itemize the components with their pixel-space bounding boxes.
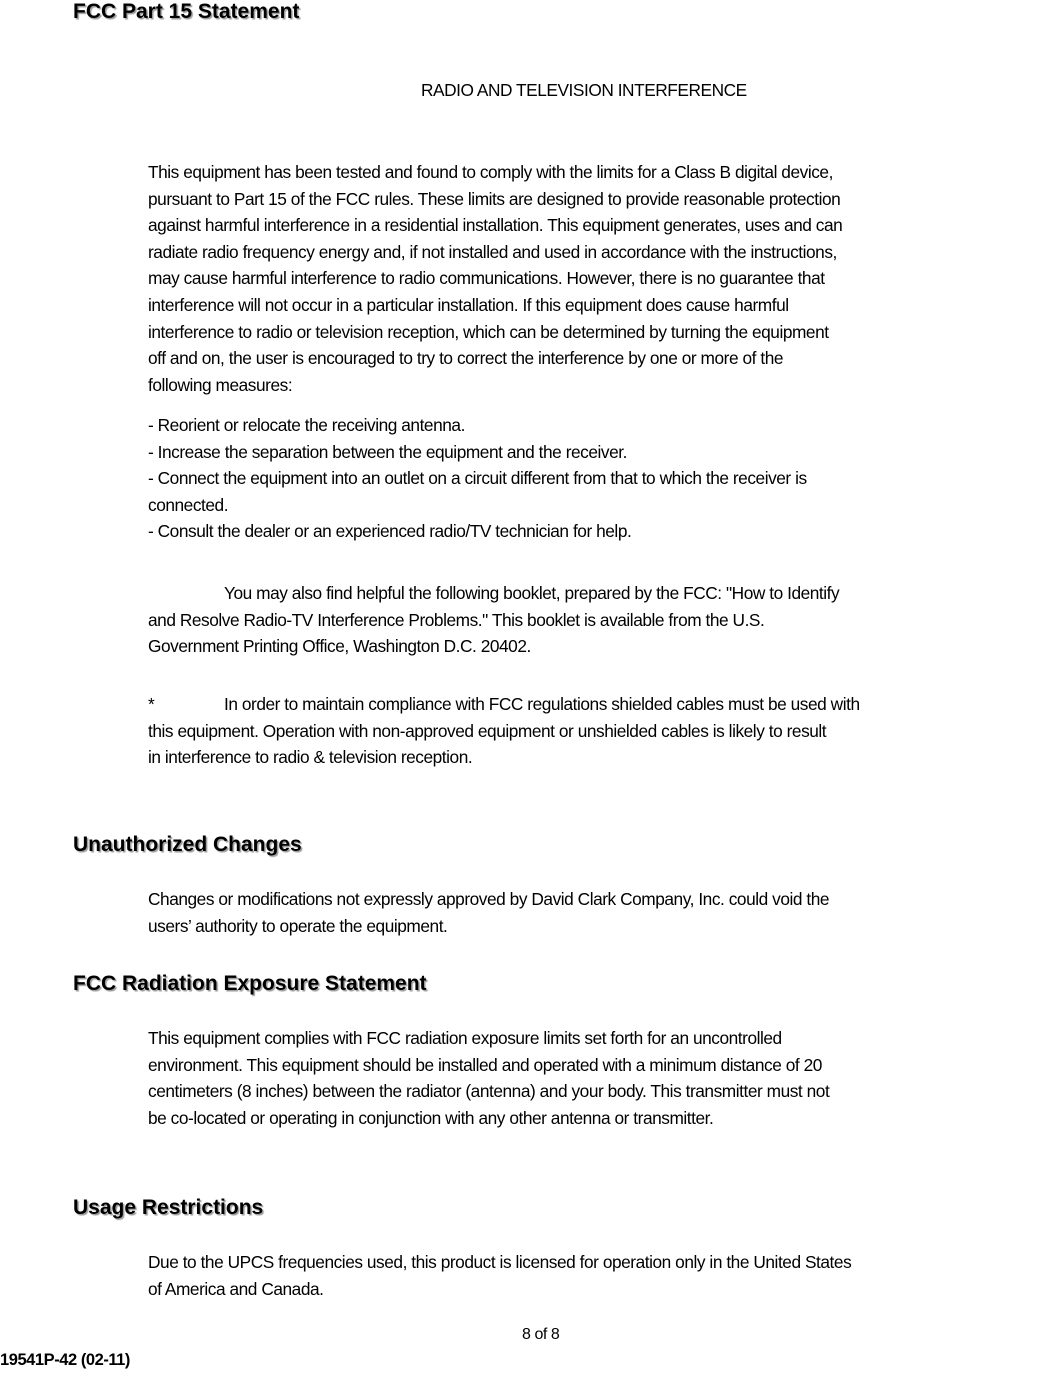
text-line: environment. This equipment should be installed and operated with a minimum distance of 20 (148, 1054, 822, 1075)
text-line: - Reorient or relocate the receiving antenna. (148, 415, 465, 435)
heading-fcc-part-15: FCC Part 15 Statement (73, 0, 300, 23)
subtitle-radio-tv-interference: RADIO AND TELEVISION INTERFERENCE (421, 80, 747, 100)
paragraph-radiation (148, 1025, 829, 1131)
text-line: be co-located or operating in conjunction with any other antenna or transmitter. (148, 1107, 714, 1128)
text-line: connected. (148, 494, 229, 515)
text-line: You may also find helpful the following booklet, prepared by the FCC: "How to Identify (224, 583, 840, 603)
paragraph-usage (148, 1249, 851, 1302)
text-line: against harmful interference in a residential installation. This equipment generates, uses and can (148, 215, 843, 236)
text-line: may cause harmful interference to radio communications. However, there is no guarantee that (148, 268, 825, 289)
text-line: - Connect the equipment into an outlet on a circuit different from that to which the receiver is (148, 468, 807, 489)
page-number: 8 of 8 (522, 1326, 560, 1343)
text-line: off and on, the user is encouraged to try to correct the interference by one or more of the (148, 348, 784, 369)
heading-radiation-exposure: FCC Radiation Exposure Statement (73, 972, 427, 995)
text-line: Due to the UPCS frequencies used, this product is licensed for operation only in the United States (148, 1252, 852, 1272)
text-line: This equipment complies with FCC radiation exposure limits set forth for an uncontrolled (148, 1028, 782, 1048)
text-line: centimeters (8 inches) between the radiator (antenna) and your body. This transmitter must not (148, 1081, 830, 1102)
heading-unauthorized-changes: Unauthorized Changes (73, 833, 302, 856)
paragraph-shielded-cables (148, 691, 860, 771)
paragraph-unauthorized (148, 886, 829, 939)
text-line: of America and Canada. (148, 1278, 324, 1299)
heading-usage-restrictions: Usage Restrictions (73, 1196, 264, 1219)
text-line: - Increase the separation between the equipment and the receiver. (148, 441, 627, 462)
paragraph-booklet (148, 580, 839, 660)
text-line: users’ authority to operate the equipment. (148, 915, 448, 936)
text-line: - Consult the dealer or an experienced radio/TV technician for help. (148, 521, 632, 542)
text-line: Government Printing Office, Washington D.C. 20402. (148, 636, 531, 657)
text-line: This equipment has been tested and found to comply with the limits for a Class B digital device, (148, 162, 833, 182)
text-line: and Resolve Radio-TV Interference Problems." This booklet is available from the U.S. (148, 609, 765, 630)
text-line: Changes or modifications not expressly approved by David Clark Company, Inc. could void the (148, 889, 830, 909)
document-number: 19541P-42 (02-11) (0, 1351, 130, 1369)
text-line: following measures: (148, 374, 293, 395)
list-measures (148, 412, 807, 545)
text-line: interference will not occur in a particular installation. If this equipment does cause harmful (148, 294, 789, 315)
text-line: in interference to radio & television reception. (148, 747, 473, 768)
text-line: this equipment. Operation with non-approved equipment or unshielded cables is likely to result (148, 720, 827, 741)
text-line: pursuant to Part 15 of the FCC rules. These limits are designed to provide reasonable protection (148, 188, 841, 209)
paragraph-compliance (148, 159, 842, 398)
text-line: interference to radio or television reception, which can be determined by turning the equipment (148, 321, 829, 342)
text-line: In order to maintain compliance with FCC regulations shielded cables must be used with (224, 694, 860, 714)
note-marker: * (148, 694, 155, 714)
text-line: radiate radio frequency energy and, if not installed and used in accordance with the instructions, (148, 241, 837, 262)
